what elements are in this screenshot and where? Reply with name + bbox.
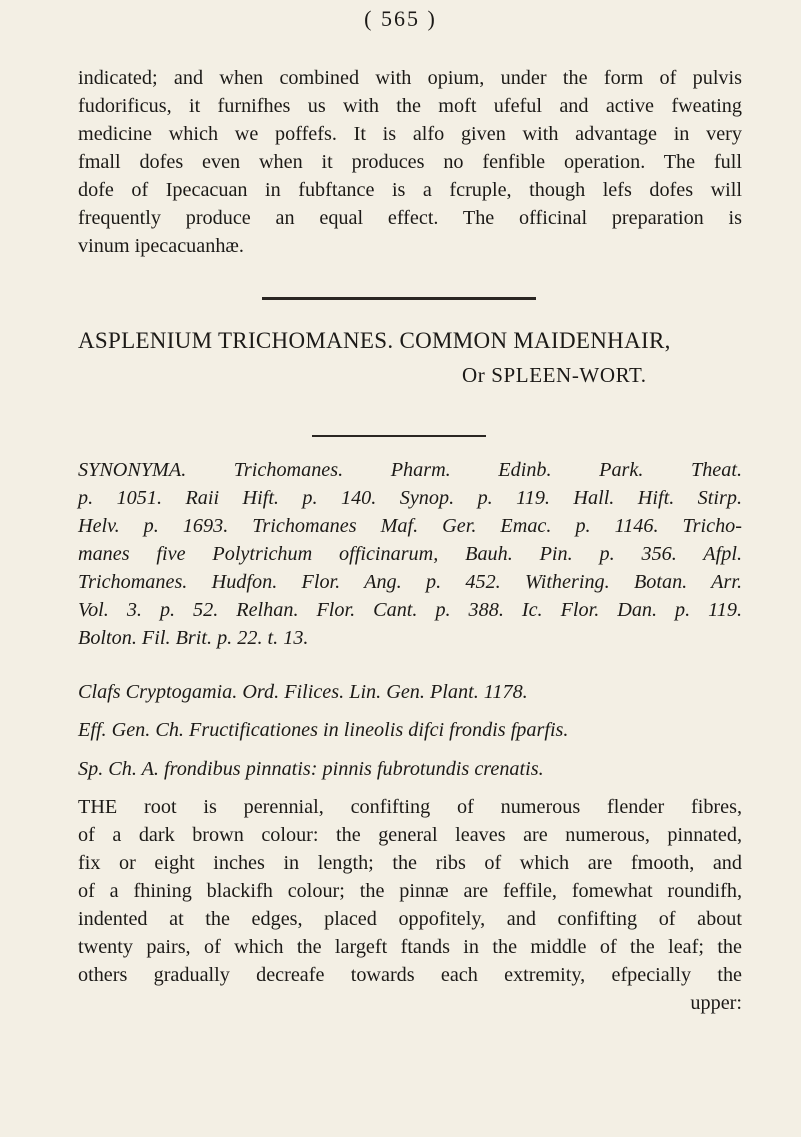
description-paragraph [78, 793, 742, 1017]
text-line: of a fhining blackifh colour; the pinnæ are feffile, fomewhat roundifh, [78, 880, 742, 902]
text-line: indented at the edges, placed oppofitely, and confifting of about [78, 908, 742, 930]
text-line: of a dark brown colour: the general leaves are numerous, pinnated, [78, 824, 742, 846]
text-line: Vol. 3. p. 52. Relhan. Flor. Cant. p. 388. Ic. Flor. Dan. p. 119. [78, 599, 742, 621]
text-line: Bolton. Fil. Brit. p. 22. t. 13. [78, 627, 309, 649]
text-line: THE root is perennial, confifting of numerous flender fibres, [78, 796, 742, 818]
text-line: vinum ipecacuanhæ. [78, 235, 244, 257]
text-line: others gradually decreafe towards each extremity, efpecially the [78, 964, 742, 986]
text-line: fmall dofes even when it produces no fenfible operation. The full [78, 151, 742, 173]
text-line: fix or eight inches in length; the ribs of which are fmooth, and [78, 852, 742, 874]
essential-character-line [78, 716, 742, 744]
class-line [78, 678, 742, 706]
text-line: Clafs Cryptogamia. Ord. Filices. Lin. Gen. Plant. 1178. [78, 681, 528, 703]
text-line: manes five Polytrichum officinarum, Bauh. Pin. p. 356. Afpl. [78, 543, 742, 565]
text-line: dofe of Ipecacuan in fubftance is a fcruple, though lefs dofes will [78, 179, 742, 201]
intro-paragraph [78, 64, 742, 260]
synonyma-paragraph [78, 456, 742, 652]
text-line: p. 1051. Raii Hift. p. 140. Synop. p. 119. Hall. Hift. Stirp. [78, 487, 742, 509]
text-line: frequently produce an equal effect. The officinal preparation is [78, 207, 742, 229]
text-line: Trichomanes. Hudfon. Flor. Ang. p. 452. Withering. Botan. Arr. [78, 571, 742, 593]
section-subtitle: Or SPLEEN-WORT. [462, 363, 647, 387]
text-line: Eff. Gen. Ch. Fructificationes in lineolis difci frondis fparfis. [78, 719, 569, 741]
text-line: twenty pairs, of which the largeft ftands in the middle of the leaf; the [78, 936, 742, 958]
text-line: Sp. Ch. A. frondibus pinnatis: pinnis fubrotundis crenatis. [78, 758, 544, 780]
text-line: fudorificus, it furnifhes us with the moft ufeful and active fweating [78, 95, 742, 117]
specific-character-line [78, 755, 742, 783]
section-divider [262, 297, 536, 300]
text-line: indicated; and when combined with opium, under the form of pulvis [78, 67, 742, 89]
text-line: medicine which we poffefs. It is alfo given with advantage in very [78, 123, 742, 145]
text-line: SYNONYMA. Trichomanes. Pharm. Edinb. Park. Theat. [78, 459, 742, 481]
subtitle-divider [312, 435, 486, 437]
page-number: ( 565 ) [364, 6, 437, 31]
catchword: upper: [690, 992, 742, 1014]
text-line: Helv. p. 1693. Trichomanes Maf. Ger. Emac. p. 1146. Tricho- [78, 515, 742, 537]
section-title: ASPLENIUM TRICHOMANES. COMMON MAIDENHAIR, [78, 328, 671, 353]
